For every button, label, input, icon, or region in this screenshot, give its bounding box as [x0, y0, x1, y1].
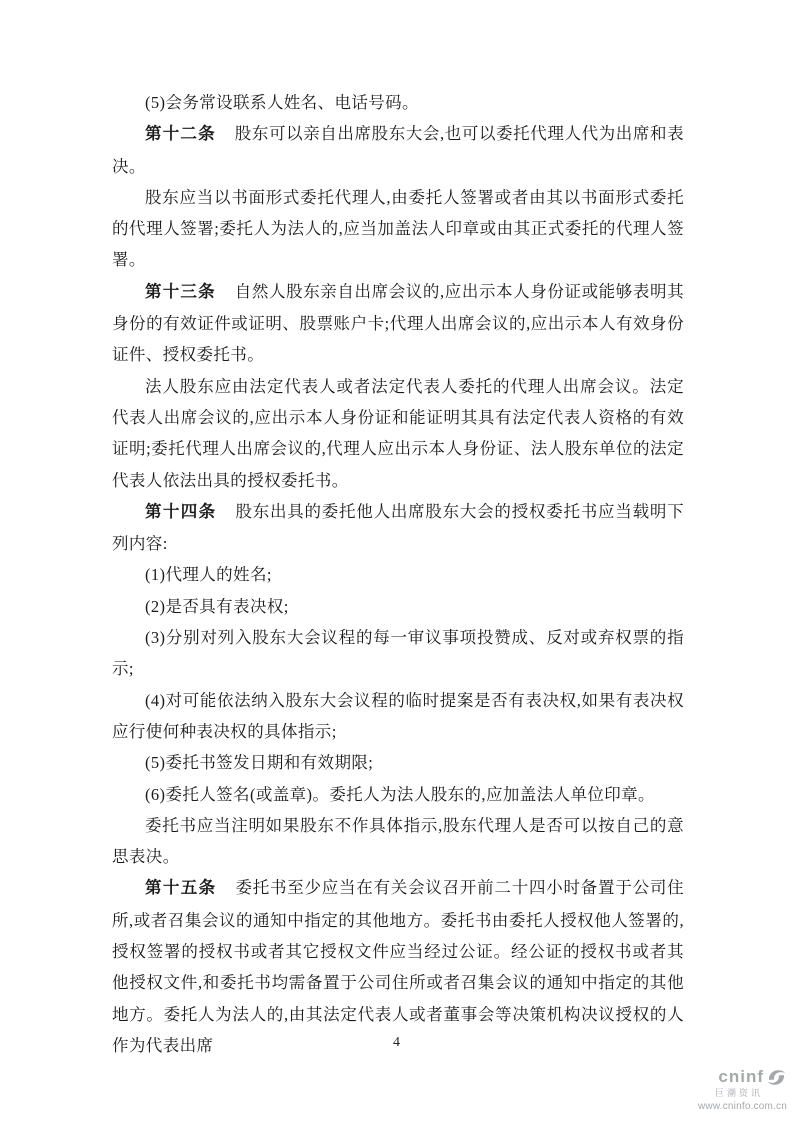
cninfo-brand-text: cninf — [718, 1067, 764, 1087]
paragraph: (1)代理人的姓名; — [145, 565, 272, 585]
article-number: 第十四条 — [145, 502, 217, 521]
paragraph: (3)分别对列入股东大会议程的每一审议事项投赞成、反对或弃权票的指示; — [112, 628, 684, 679]
article-paragraph: 第十五条 委托书至少应当在有关会议召开前二十四小时备置于公司住所,或者召集会议的通知中指定的其他地方。委托书由委托人授权他人签署的,授权签署的授权书或者其它授权文件应当经过公证。经公证的授权书或者其他授权文件,和委托书均需备置于公司住所或者召集会议的通知中指定的其他地方。委托人为法人的,由其法定代表人或者董事会等决策机构决议授权的人作为代表出席 — [112, 878, 684, 1055]
paragraph: 委托书应当注明如果股东不作具体指示,股东代理人是否可以按自己的意思表决。 — [112, 815, 684, 867]
article-number: 第十五条 — [145, 879, 217, 898]
article-number: 第十二条 — [145, 125, 216, 144]
paragraph: 股东应当以书面形式委托代理人,由委托人签署或者由其以书面形式委托的代理人签署;委托人为法人的,应当加盖法人印章或由其正式委托的代理人签署。 — [112, 187, 684, 270]
article-paragraph: 第十四条 股东出具的委托他人出席股东大会的授权委托书应当载明下列内容: — [112, 501, 684, 554]
paragraph: (5)会务常设联系人姓名、电话号码。 — [145, 93, 419, 112]
paragraph: (5)委托书签发日期和有效期限; — [145, 753, 374, 773]
cninfo-swirl-icon — [766, 1067, 787, 1088]
paragraph: (2)是否具有表决权; — [145, 596, 289, 616]
page-number: 4 — [393, 1035, 400, 1050]
cninfo-url: www.cninfo.com.cn — [698, 1101, 787, 1112]
article-paragraph: 第十三条 自然人股东亲自出席会议的,应出示本人身份证或能够表明其身份的有效证件或证明、股票账户卡;代理人出席会议的,应出示本人有效身份证件、授权委托书。 — [112, 281, 684, 365]
paragraph: 法人股东应由法定代表人或者法定代表人委托的代理人出席会议。法定代表人出席会议的,应出示本人身份证和能证明其具有法定代表人资格的有效证明;委托代理人出席会议的,代理人应出示本人身份证、法人股东单位的法定代表人依法出具的授权委托书。 — [112, 376, 684, 490]
cninfo-logo — [698, 1067, 787, 1112]
cninfo-chinese-name: 巨潮资讯 — [714, 1088, 763, 1099]
article-paragraph: 第十二条 股东可以亲自出席股东大会,也可以委托代理人代为出席和表决。 — [112, 124, 684, 176]
article-number: 第十三条 — [145, 282, 216, 301]
document-body — [112, 87, 684, 1061]
paragraph: (6)委托人签名(或盖章)。委托人为法人股东的,应加盖法人单位印章。 — [145, 784, 655, 804]
paragraph: (4)对可能依法纳入股东大会议程的临时提案是否有表决权,如果有表决权应行使何种表决权的具体指示; — [112, 690, 684, 741]
